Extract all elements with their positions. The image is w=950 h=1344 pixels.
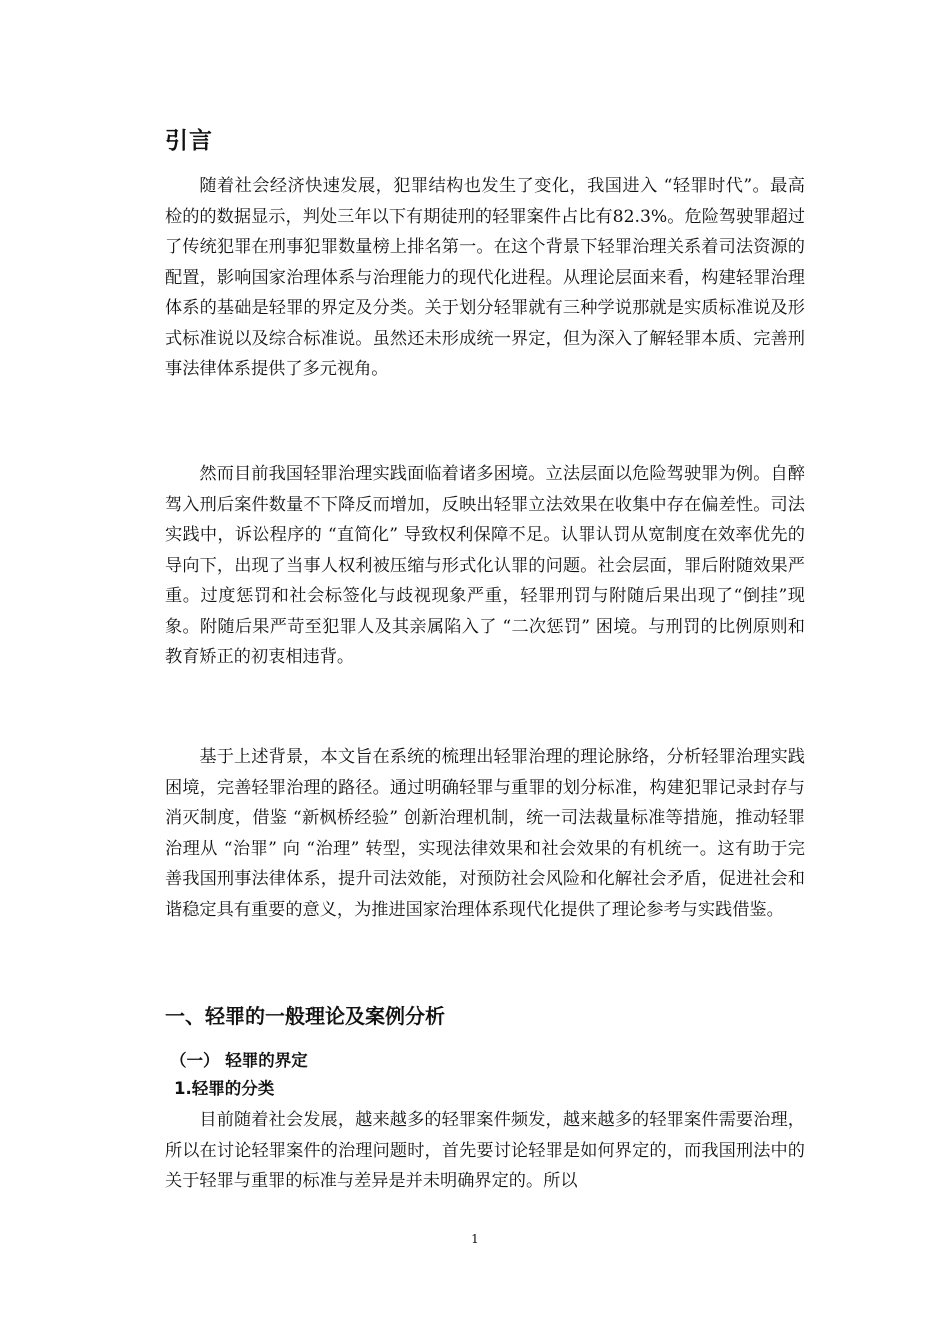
item-heading: 1.轻罪的分类	[174, 1079, 275, 1098]
intro-heading: 引言	[165, 128, 213, 154]
section-one-heading: 一、轻罪的一般理论及案例分析	[165, 1004, 445, 1028]
page-number: 1	[471, 1232, 479, 1246]
intro-paragraph-2: 然而目前我国轻罪治理实践面临着诸多困境。立法层面以危险驾驶罪为例。自醉驾入刑后案件数量不下降反而增加，反映出轻罪立法效果在收集中存在偏差性。司法实践中，诉讼程序的 “直简化” 导致权利保障不足。认罪认罚从宽制度在效率优先的导向下，出现了当事人权利被压缩与形式化认罪的问题。社会层面，罪后附随效果严重。过度惩罚和社会标签化与歧视现象严重，轻罪刑罚与附随后果出现了“倒挂”现象。附随后果严苛至犯罪人及其亲属陷入了 “二次惩罚” 困境。与刑罚的比例原则和教育矫正的初衷相违背。	[165, 464, 805, 667]
intro-paragraph-3: 基于上述背景，本文旨在系统的梳理出轻罪治理的理论脉络，分析轻罪治理实践困境，完善轻罪治理的路径。通过明确轻罪与重罪的划分标准，构建犯罪记录封存与消灭制度，借鉴 “新枫桥经验” 创新治理机制，统一司法裁量标准等措施，推动轻罪治理从 “治罪” 向 “治理” 转型，实现法律效果和社会效果的有机统一。这有助于完善我国刑事法律体系，提升司法效能，对预防社会风险和化解社会矛盾，促进社会和谐稳定具有重要的意义，为推进国家治理体系现代化提供了理论参考与实践借鉴。	[165, 747, 805, 920]
intro-paragraph-1: 随着社会经济快速发展，犯罪结构也发生了变化，我国进入 “轻罪时代”。最高检的的数据显示，判处三年以下有期徒刑的轻罪案件占比有82.3%。危险驾驶罪超过了传统犯罪在刑事犯罪数量榜上排名第一。在这个背景下轻罪治理关系着司法资源的配置，影响国家治理体系与治理能力的现代化进程。从理论层面来看，构建轻罪治理体系的基础是轻罪的界定及分类。关于划分轻罪就有三种学说那就是实质标准说及形式标准说以及综合标准说。虽然还未形成统一界定，但为深入了解轻罪本质、完善刑事法律体系提供了多元视角。	[165, 176, 805, 379]
subsection-heading: （一） 轻罪的界定	[170, 1051, 308, 1070]
section-one-paragraph: 目前随着社会发展，越来越多的轻罪案件频发，越来越多的轻罪案件需要治理，所以在讨论轻罪案件的治理问题时，首先要讨论轻罪是如何界定的，而我国刑法中的关于轻罪与重罪的标准与差异是并未明确界定的。所以	[165, 1110, 805, 1191]
